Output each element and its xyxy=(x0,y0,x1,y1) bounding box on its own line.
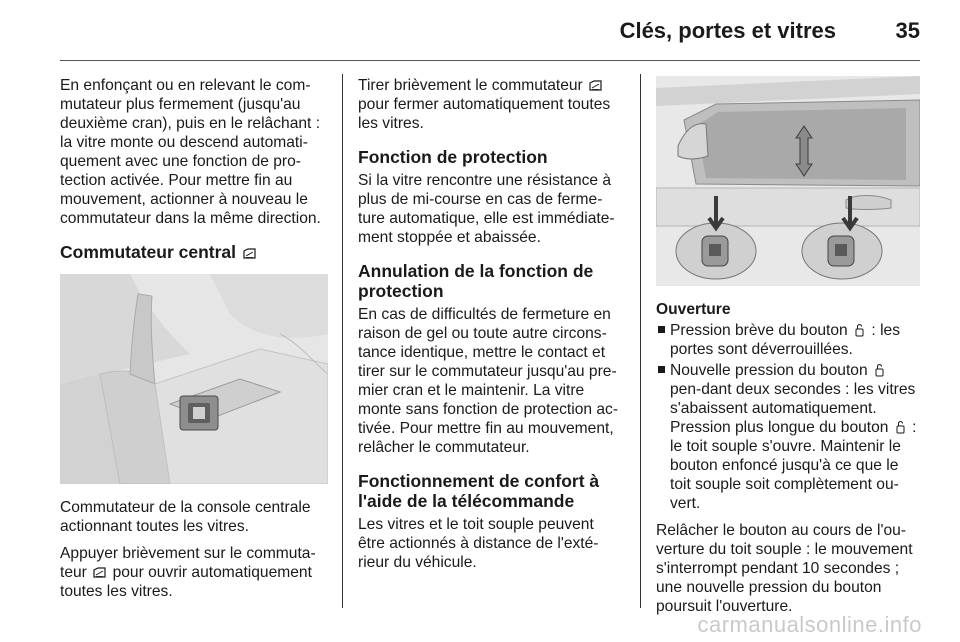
central-switch-heading-text: Commutateur central xyxy=(60,242,237,262)
header-rule xyxy=(60,60,920,61)
column-divider-1 xyxy=(342,74,343,608)
intro-paragraph: En enfonçant ou en relevant le com-mutateur plus fermement (jusqu'au deuxième cran), puis en le relâchant : la vitre monte ou descend automati-quement avec une fonction de pro-tection activée. Pour mettre fin au mouvement, actionner à nouveau le commutateur dans la même direction. xyxy=(60,77,321,227)
column-1 xyxy=(60,76,328,609)
window-switch-icon xyxy=(243,248,256,259)
console-caption: Commutateur de la console centrale actionnant toutes les vitres. xyxy=(60,499,311,535)
window-switch-icon xyxy=(93,567,106,578)
bullet-1-text-start: Pression brève du bouton xyxy=(670,322,848,339)
protection-paragraph: Si la vitre rencontre une résistance à plus de mi-course en cas de ferme-ture automatique, elle est immédiate-ment stoppée et abaissée. xyxy=(358,172,615,246)
page-number: 35 xyxy=(895,18,920,43)
open-all-text-end: pour ouvrir automatiquement toutes les vitres. xyxy=(60,564,312,600)
central-switch-heading xyxy=(60,242,328,262)
page-title: Clés, portes et vitres xyxy=(619,18,836,43)
close-all-text-start: Tirer brièvement le commutateur xyxy=(358,77,583,94)
page-header xyxy=(60,14,920,50)
open-all-paragraph xyxy=(60,544,328,601)
bullet-2-text-middle: pen-dant deux secondes : les vitres s'abaissent automatiquement. Pression plus longue du bouton xyxy=(670,381,916,436)
column-2 xyxy=(358,76,624,580)
list-item xyxy=(656,321,922,359)
remote-window-illustration xyxy=(656,76,920,286)
center-console-drawing xyxy=(60,274,328,484)
unlock-button-icon xyxy=(896,420,905,434)
opening-list xyxy=(656,321,922,513)
unlock-button-icon xyxy=(855,323,864,337)
bullet-icon xyxy=(658,366,665,373)
column-divider-2 xyxy=(640,74,641,608)
list-item xyxy=(656,361,922,513)
close-all-paragraph xyxy=(358,76,624,133)
window-switch-icon xyxy=(589,80,602,91)
bullet-icon xyxy=(658,326,665,333)
unlock-button-icon xyxy=(875,363,884,377)
cancel-protection-heading: Annulation de la fonction de protection xyxy=(358,261,594,301)
cancel-protection-paragraph: En cas de difficultés de fermeture en raison de gel ou toute autre circons-tance identique, mettre le contact et tirer sur le commutateur jusqu'au pre-mier cran et le maintenir. La vitre monte sans fonction de protection ac-tivée. Pour mettre fin au mouvement, relâcher le commutateur. xyxy=(358,306,619,456)
bullet-2-text-end: : le toit souple s'ouvre. Maintenir le bouton enfoncé jusqu'à ce que le toit souple soit complètement ou-vert. xyxy=(670,419,917,512)
center-console-illustration xyxy=(60,274,328,484)
protection-heading: Fonction de protection xyxy=(358,147,548,167)
release-paragraph: Relâcher le bouton au cours de l'ou-verture du toit souple : le mouvement s'interrompt pendant 10 secondes ; une nouvelle pression du bouton poursuit l'ouverture. xyxy=(656,522,913,615)
bullet-1-text-end: : les portes sont déverrouillées. xyxy=(670,322,901,358)
open-all-text-start: Appuyer brièvement sur le commuta-teur xyxy=(60,545,316,581)
comfort-remote-paragraph: Les vitres et le toit souple peuvent être actionnés à distance de l'exté-rieur du véhicule. xyxy=(358,516,599,571)
bullet-2-text-start: Nouvelle pression du bouton xyxy=(670,362,868,379)
door-and-keys-drawing xyxy=(656,76,920,286)
watermark: carmanualsonline.info xyxy=(697,612,922,637)
close-all-text-end: pour fermer automatiquement toutes les vitres. xyxy=(358,96,611,132)
opening-heading: Ouverture xyxy=(656,301,731,318)
column-3 xyxy=(656,76,922,624)
comfort-remote-heading: Fonctionnement de confort à l'aide de la télécommande xyxy=(358,471,600,511)
